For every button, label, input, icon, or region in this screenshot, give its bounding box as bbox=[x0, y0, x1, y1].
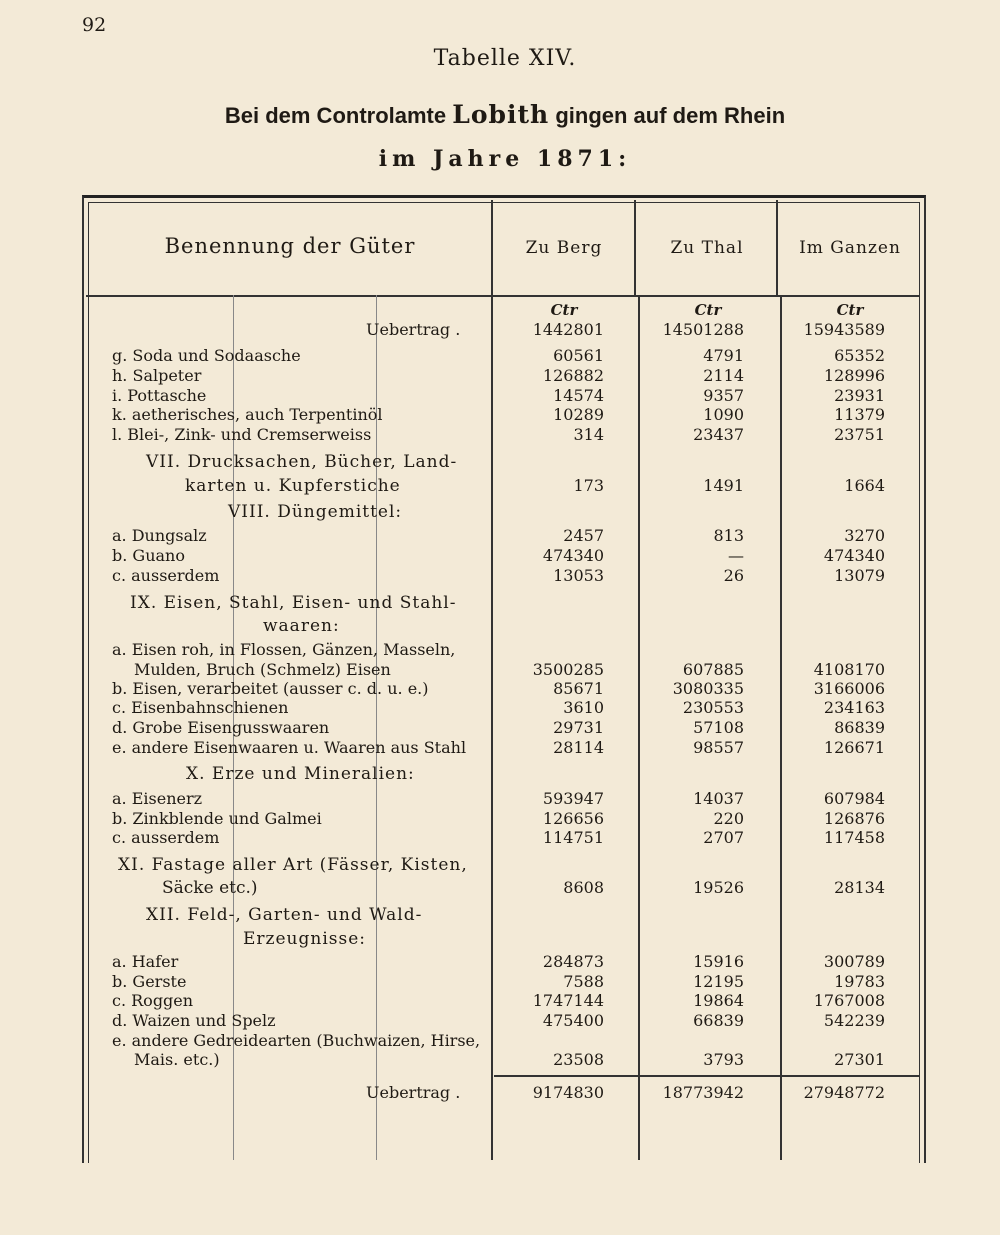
section-heading: X. Erze und Mineralien: bbox=[186, 764, 415, 784]
table-heading bbox=[0, 100, 1000, 129]
column-divider bbox=[776, 200, 778, 295]
header-divider bbox=[86, 295, 920, 297]
section-heading: XII. Feld-, Garten- und Wald- bbox=[146, 905, 423, 925]
unit-label: Ctr bbox=[836, 301, 864, 319]
cell-up: 1442801 bbox=[532, 320, 604, 339]
column-header-down: Zu Thal bbox=[670, 238, 744, 258]
cell-up: 9174830 bbox=[532, 1083, 604, 1102]
footer-divider bbox=[494, 1075, 920, 1077]
cell-down: 18773942 bbox=[662, 1083, 744, 1102]
cell-total: 15943589 bbox=[803, 320, 885, 339]
table-title: Tabelle XIV. bbox=[433, 46, 577, 71]
heading-suffix: gingen auf dem Rhein bbox=[555, 103, 786, 128]
column-header-goods: Benennung der Güter bbox=[164, 234, 416, 258]
unit-label: Ctr bbox=[550, 301, 578, 319]
section-heading: VII. Drucksachen, Bücher, Land- bbox=[146, 452, 458, 472]
page-number: 92 bbox=[82, 14, 107, 36]
section-heading: Erzeugnisse: bbox=[243, 929, 367, 949]
carry-in-label: Uebertrag . bbox=[366, 320, 461, 339]
column-divider bbox=[634, 200, 636, 295]
section-heading: waaren: bbox=[263, 616, 340, 636]
year-line: im Jahre 1871: bbox=[378, 146, 632, 172]
section-heading: XI. Fastage aller Art (Fässer, Kisten, bbox=[118, 855, 468, 875]
unit-label: Ctr bbox=[694, 301, 722, 319]
column-header-total: Im Ganzen bbox=[799, 238, 901, 258]
heading-place: Lobith bbox=[452, 100, 550, 129]
cell-down: 14501288 bbox=[662, 320, 744, 339]
section-heading: IX. Eisen, Stahl, Eisen- und Stahl- bbox=[130, 593, 457, 613]
carry-out-label: Uebertrag . bbox=[366, 1083, 461, 1102]
section-heading: VIII. Düngemittel: bbox=[228, 502, 403, 522]
cell-total: 27948772 bbox=[803, 1083, 885, 1102]
heading-prefix: Bei dem Controlamte bbox=[224, 103, 447, 128]
column-divider bbox=[491, 200, 493, 1160]
column-header-up: Zu Berg bbox=[525, 238, 603, 258]
